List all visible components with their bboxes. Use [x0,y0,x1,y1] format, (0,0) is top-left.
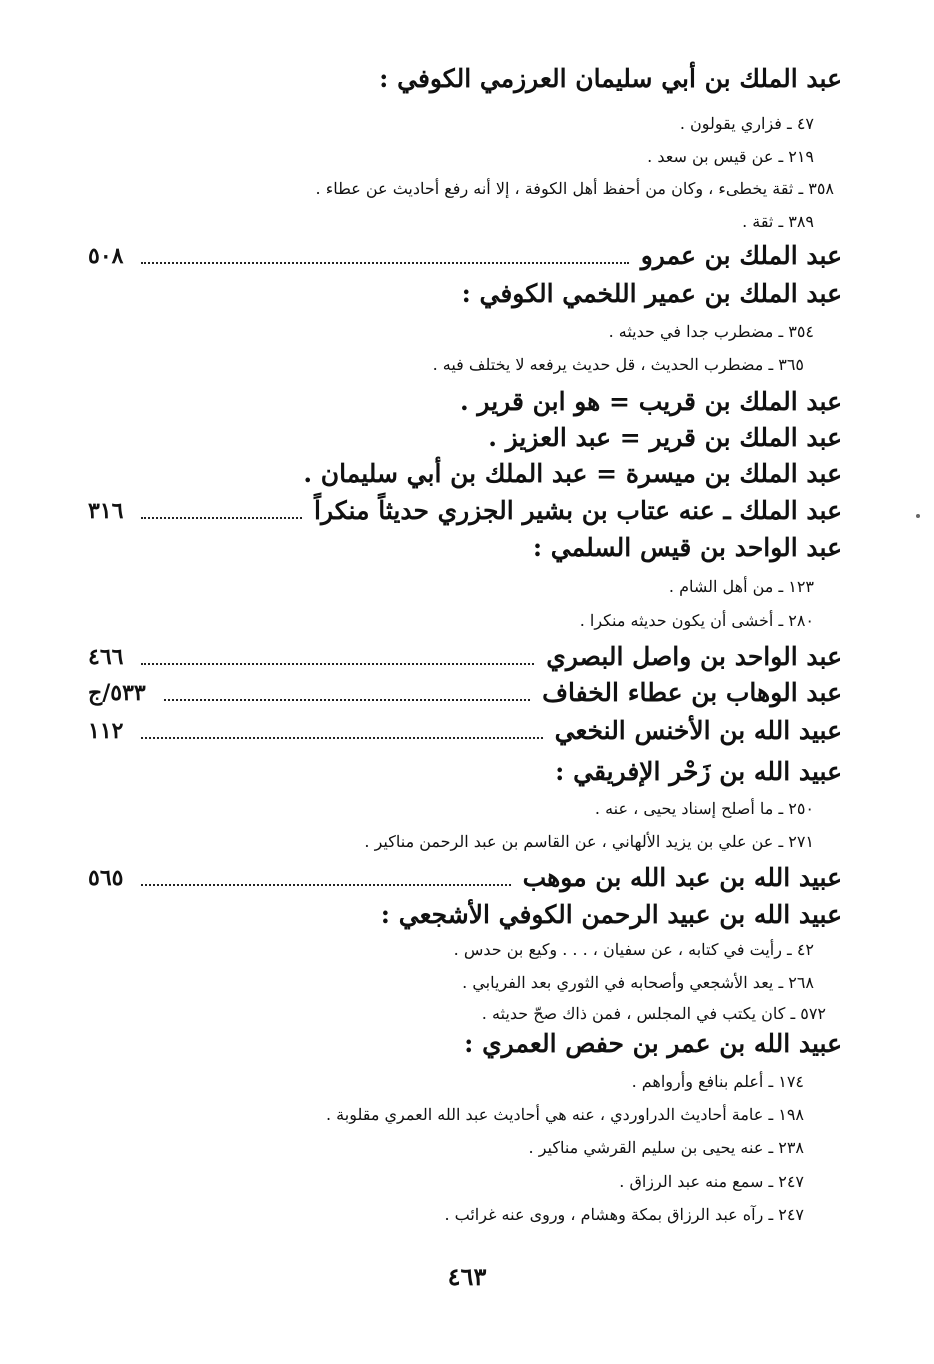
entry-heading: عبد الملك بن ميسرة = عبد الملك بن أبي سليمان . [303,459,842,488]
entry-line: ٥٧٢ ـ كان يكتب في المجلس ، فمن ذاك صحّ حديثه . [481,1004,826,1023]
dotted-leader [141,883,510,886]
entry-line: ٢٥٠ ـ ما أصلح إسناد يحيى ، عنه . [594,799,814,818]
index-row [88,640,842,674]
index-row [88,239,842,273]
page-reference: ٥٦٥ [88,865,124,891]
page-reference: ٣١٦ [88,498,124,524]
entry-heading: عبيد الله بن عبد الله بن موهب [522,863,842,892]
entry-heading: عبد الملك بن عمير اللخمي الكوفي : [461,279,842,308]
page-reference: ٥٠٨ [88,243,124,269]
index-row [88,494,842,528]
entry-line: ١٢٣ ـ من أهل الشام . [668,577,814,596]
entry-line: ٣٦٥ ـ مضطرب الحديث ، قل حديث يرفعه لا يختلف فيه . [432,355,804,374]
entry-heading: عبد الملك بن قريب = هو ابن قرير . [460,387,842,416]
index-row [88,676,842,710]
entry-line: ٤٧ ـ فزاري يقولون . [679,114,814,133]
entry-line: ٢٧١ ـ عن علي بن يزيد الألهاني ، عن القاسم بن عبد الرحمن مناكير . [364,832,814,851]
entry-heading: عبيد الله بن الأخنس النخعي [554,716,842,745]
entry-heading: عبد الملك بن قرير = عبد العزيز . [488,423,842,452]
entry-line: ٣٥٤ ـ مضطرب جدا في حديثه . [608,322,814,341]
entry-heading: عبيد الله بن عمر بن حفص العمري : [464,1029,842,1058]
page-reference: ٤٦٦ [88,644,124,670]
dotted-leader [164,698,530,701]
entry-line: ٢٨٠ ـ أخشى أن يكون حديثه منكرا . [579,611,814,630]
entry-line: ١٩٨ ـ عامة أحاديث الدراوردي ، عنه هي أحاديث عبد الله العمري مقلوبة . [326,1105,804,1124]
entry-heading: عبد الواحد بن واصل البصري [546,642,842,671]
page-reference: ١١٢ [88,718,124,744]
entry-heading: عبيد الله بن عبيد الرحمن الكوفي الأشجعي : [380,900,842,929]
entry-line: ٣٨٩ ـ ثقة . [742,212,814,231]
entry-heading: عبيد الله بن زَحْر الإفريقي : [555,757,842,786]
page-number: ٤٦٣ [447,1262,487,1291]
entry-heading: عبد الملك ـ عنه عتاب بن بشير الجزري حديثاً منكراً [314,496,842,525]
entry-line: ٢١٩ ـ عن قيس بن سعد . [647,147,814,166]
page-reference: ٥٣٣/ج [88,680,146,706]
entry-line: ٤٢ ـ رأيت في كتابه ، عن سفيان ، . . . وكيع بن حدس . [453,940,814,959]
entry-line: ٢٦٨ ـ يعد الأشجعي وأصحابه في الثوري بعد الفريابي . [462,973,814,992]
dotted-leader [141,261,628,264]
entry-heading: عبد الملك بن عمرو [640,241,842,270]
margin-dot [916,514,920,518]
dotted-leader [141,736,542,739]
index-row [88,714,842,748]
entry-heading: عبد الواحد بن قيس السلمي : [532,533,842,562]
entry-line: ٢٤٧ ـ رآه عبد الرزاق بمكة وهشام ، وروى عنه غرائب . [444,1205,804,1224]
dotted-leader [141,662,534,665]
entry-heading: عبد الوهاب بن عطاء الخفاف [542,678,842,707]
entry-line: ٢٤٧ ـ سمع منه عبد الرزاق . [619,1172,804,1191]
entry-line: ١٧٤ ـ أعلم بنافع وأرواهم . [631,1072,804,1091]
dotted-leader [141,516,302,519]
entry-line: ٣٥٨ ـ ثقة يخطىء ، وكان من أحفظ أهل الكوفة ، إلا أنه رفع أحاديث عن عطاء . [315,179,834,198]
entry-heading: عبد الملك بن أبي سليمان العرزمي الكوفي : [379,64,842,93]
index-row [88,861,842,895]
entry-line: ٢٣٨ ـ عنه يحيى بن سليم القرشي مناكير . [528,1138,804,1157]
